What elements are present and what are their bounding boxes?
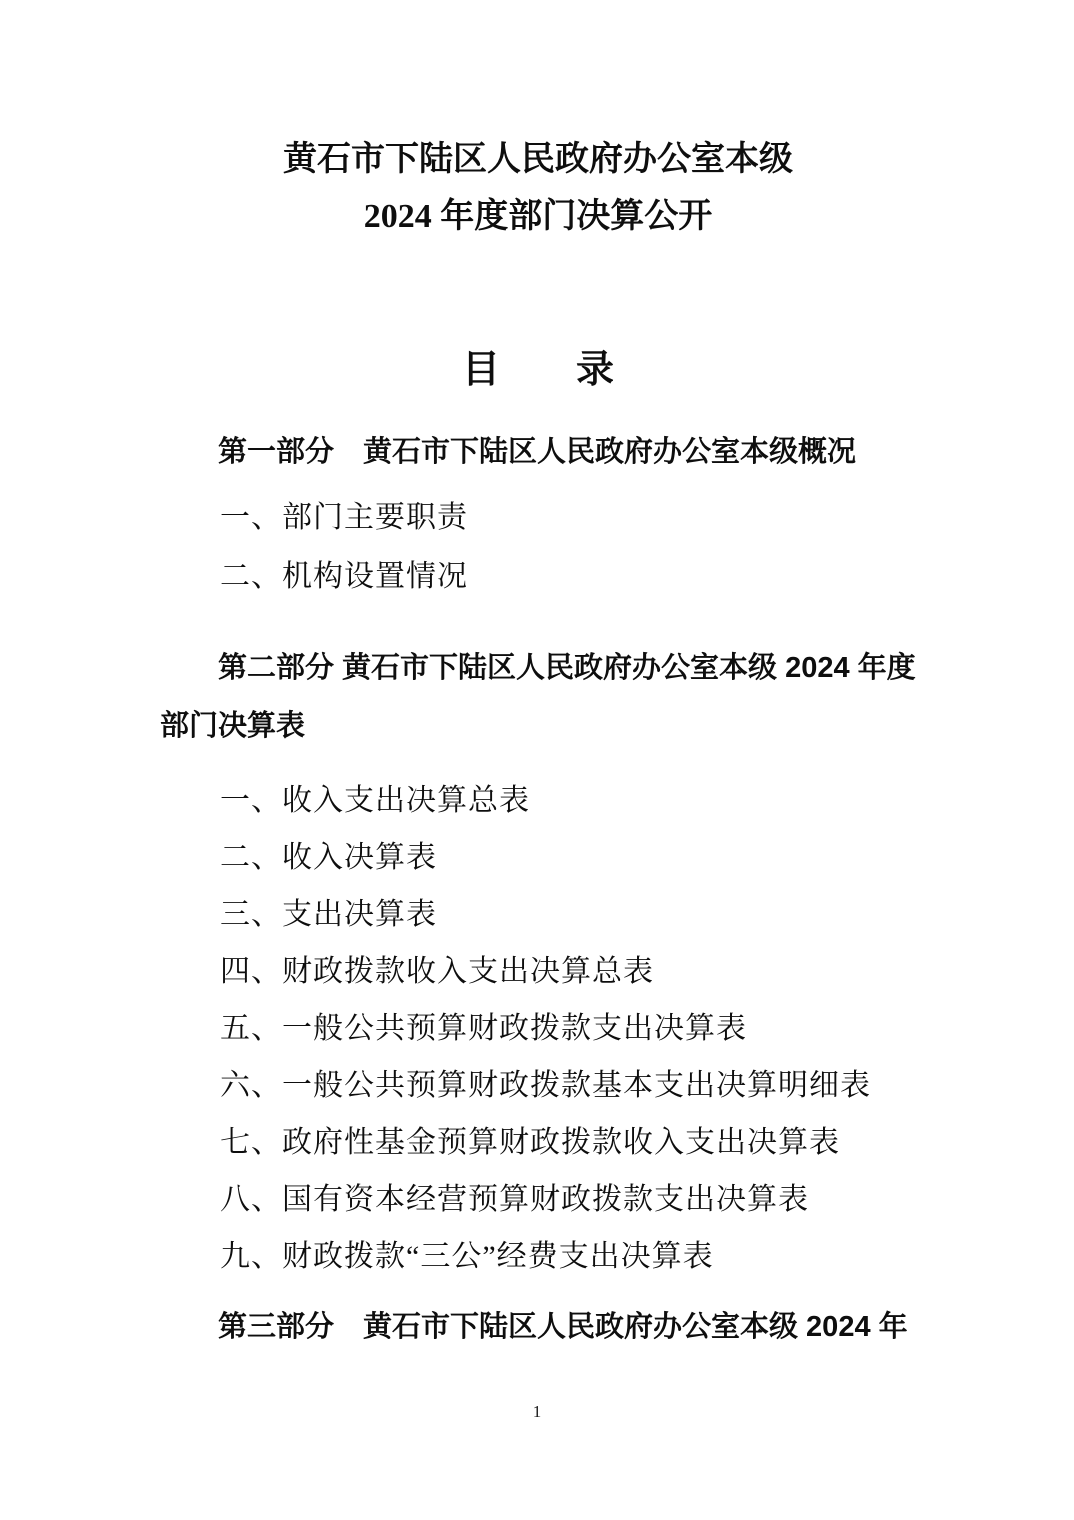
toc-item: 一、部门主要职责 [220,501,468,534]
toc-item: 三、支出决算表 [220,898,437,931]
toc-part-1 [160,424,916,606]
toc-item: 四、财政拨款收入支出决算总表 [220,955,654,988]
title-line-2: 2024 年度部门决算公开 [363,198,713,235]
toc-item: 六、一般公共预算财政拨款基本支出决算明细表 [220,1069,871,1102]
toc-item: 一、收入支出决算总表 [220,784,530,817]
toc-item: 七、政府性基金预算财政拨款收入支出决算表 [220,1126,840,1159]
toc-heading: 目 录 [461,349,614,391]
toc-item: 八、国有资本经营预算财政拨款支出决算表 [220,1183,809,1216]
toc-item: 九、财政拨款“三公”经费支出决算表 [220,1240,714,1273]
part-1-heading: 第一部分 黄石市下陆区人民政府办公室本级概况 [218,436,857,468]
document-title [160,0,916,245]
page-number: 1 [532,1402,542,1421]
toc-item: 五、一般公共预算财政拨款支出决算表 [220,1012,747,1045]
part-3-heading: 第三部分 黄石市下陆区人民政府办公室本级 2024 年 [218,1311,908,1343]
title-line-1: 黄石市下陆区人民政府办公室本级 [283,141,793,178]
toc-part-3 [160,1299,916,1356]
toc-part-2 [160,639,916,1285]
part-2-heading: 第二部分 黄石市下陆区人民政府办公室本级 2024 年度部门决算表 [160,652,916,742]
toc-item: 二、收入决算表 [220,841,437,874]
toc-item: 二、机构设置情况 [220,560,468,593]
